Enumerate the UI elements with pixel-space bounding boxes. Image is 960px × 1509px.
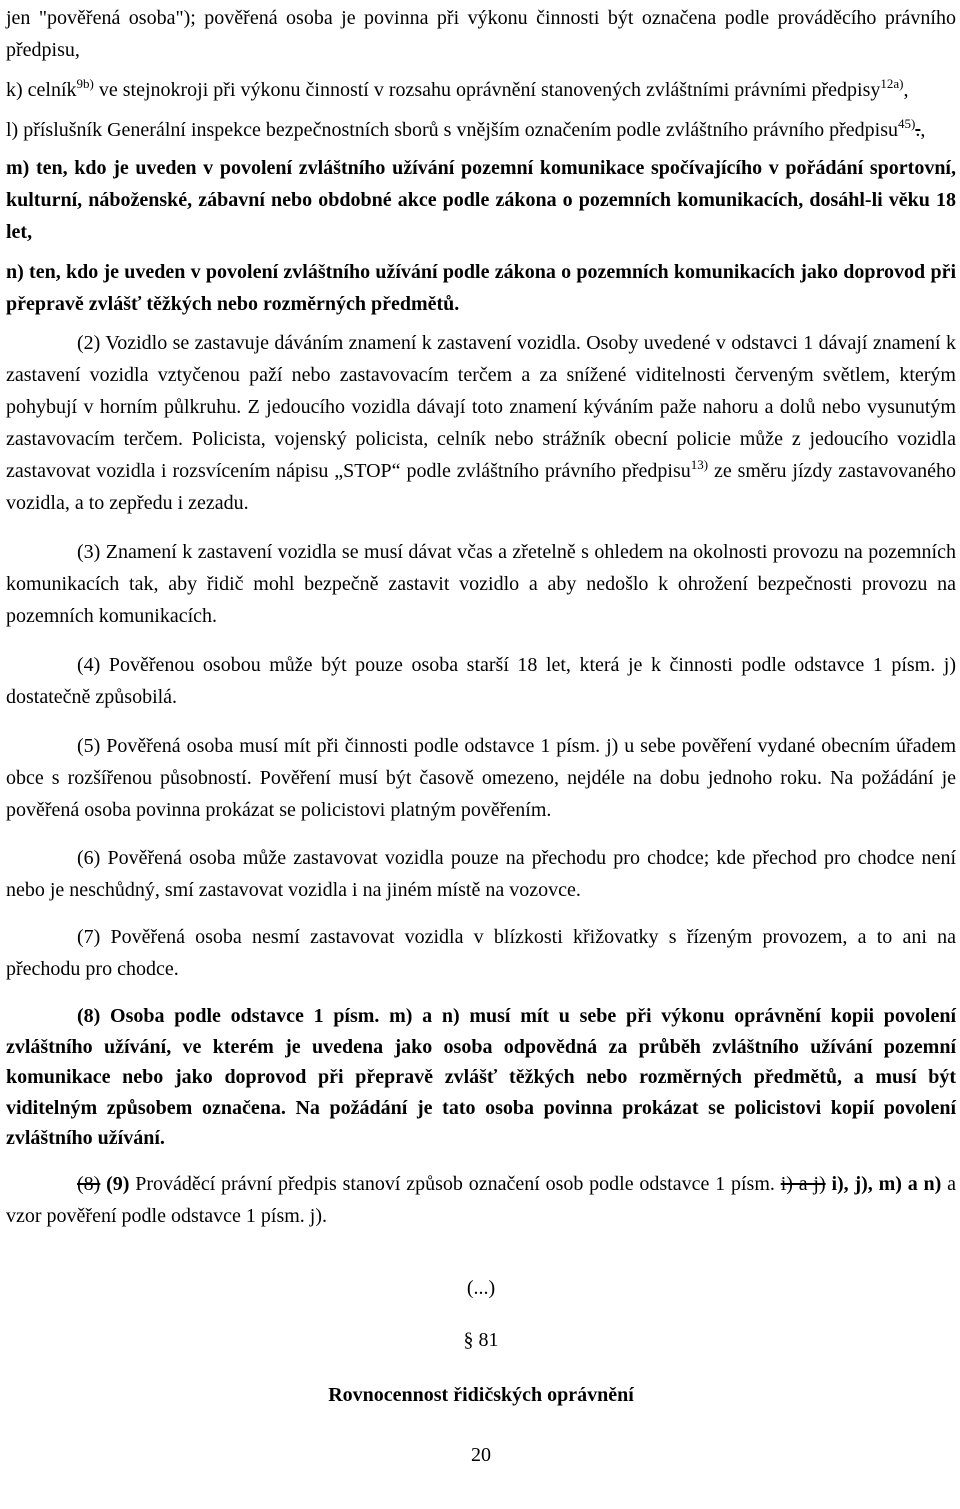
footnote-ref-45: 45)	[898, 116, 916, 131]
new-number: (9)	[106, 1172, 130, 1195]
paragraph-j-continuation: jen "pověřená osoba"); pověřená osoba je povinna při výkonu činnosti být označena podle prováděcího právního předpisu,	[6, 7, 956, 61]
paragraph-6: (6) Pověřená osoba může zastavovat vozidla pouze na přechodu pro chodce; kde přechod pro chodce není nebo je neschůdný, smí zastavovat vozidla i na jiném místě na vozovce.	[6, 847, 956, 901]
section-number: § 81	[463, 1328, 499, 1351]
paragraph-n: n) ten, kdo je uveden v povolení zvláštního užívání podle zákona o pozemních komunikacích jako doprovod při přepravě zvlášť těžkých nebo rozměrných předmětů.	[6, 261, 956, 315]
footnote-ref-9b: 9b)	[76, 76, 94, 91]
new-letters: i), j), m) a n)	[831, 1172, 942, 1195]
paragraph-l: l) příslušník Generální inspekce bezpečnostních sborů s vnějším označením podle zvláštního právního předpisu$^{45)}$.,	[6, 116, 926, 141]
struck-period: .	[915, 119, 921, 141]
struck-old-letters: i) a j)	[780, 1172, 826, 1195]
ellipsis: (...)	[466, 1276, 496, 1299]
struck-old-number: (8)	[77, 1172, 101, 1195]
paragraph-m: m) ten, kdo je uveden v povolení zvláštního užívání pozemní komunikace spočívajícího v pořádání sportovní, kulturní, náboženské, zábavní nebo obdobné akce podle zákona o pozemních komunikacích, dosáhl-li věku 18 let,	[6, 157, 956, 243]
document-page	[6, 2, 956, 1471]
paragraph-7: (7) Pověřená osoba nesmí zastavovat vozidla v blízkosti křižovatky s řízeným provozem, a to ani na přechodu pro chodce.	[6, 926, 956, 980]
paragraph-4: (4) Pověřenou osobou může být pouze osoba starší 18 let, která je k činnosti podle odstavce 1 písm. j) dostatečně způsobilá.	[6, 654, 956, 708]
section-title: Rovnocennost řidičských oprávnění	[328, 1383, 634, 1406]
footnote-ref-12a: 12a)	[880, 76, 904, 91]
page-number: 20	[471, 1443, 491, 1466]
paragraph-k: k) celník$^{9b)}$ ve stejnokroji při výkonu činností v rozsahu oprávnění stanovených zvláštními právními předpisy$^{12a)}$,	[6, 76, 909, 101]
paragraph-2: (2) Vozidlo se zastavuje dáváním znamení k zastavení vozidla. Osoby uvedené v odstavci 1 dávají znamení k zastavení vozidla vztyčenou paží nebo zastavovacím terčem a za snížené viditelnosti červeným světlem, kterým pohybují v horním půlkruhu. Z jedoucího vozidla dávají toto znamení kýváním paže nahoru a dolů nebo vysunutým zastavovacím terčem. Policista, vojenský policista, celník nebo strážník obecní policie může z jedoucího vozidla zastavovat vozidla i rozsvícením nápisu „STOP“ podle zvláštního právního předpisu$^{13)}$ ze směru jízdy zastavovaného vozidla, a to zepředu i zezadu.	[6, 332, 956, 514]
footnote-ref-13: 13)	[690, 457, 709, 472]
paragraph-9: (8) (9) Prováděcí právní předpis stanoví způsob označení osob podle odstavce 1 písm. i) a j) i), j), m) a n) a vzor pověření podle odstavce 1 písm. j).	[6, 1172, 957, 1227]
paragraph-5: (5) Pověřená osoba musí mít při činnosti podle odstavce 1 písm. j) u sebe pověření vydané obecním úřadem obce s rozšířenou působností. Pověření musí být časově omezeno, nejdéle na dobu jednoho roku. Na požádání je pověřená osoba povinna prokázat se policistovi platným pověřením.	[6, 735, 956, 821]
paragraph-3: (3) Znamení k zastavení vozidla se musí dávat včas a zřetelně s ohledem na okolnosti provozu na pozemních komunikacích tak, aby řidič mohl bezpečně zastavit vozidlo a aby nedošlo k ohrožení bezpečnosti provozu na pozemních komunikacích.	[6, 541, 956, 627]
paragraph-8: (8) Osoba podle odstavce 1 písm. m) a n) musí mít u sebe při výkonu oprávnění kopii povolení zvláštního užívání, ve kterém je uvedena jako osoba odpovědná za průběh zvláštního užívání pozemní komunikace nebo jako doprovod při přepravě zvlášť těžkých nebo rozměrných předmětů, a musí být viditelným způsobem označena. Na požádání je tato osoba povinna prokázat se policistovi kopií povolení zvláštního užívání.	[6, 1005, 956, 1150]
